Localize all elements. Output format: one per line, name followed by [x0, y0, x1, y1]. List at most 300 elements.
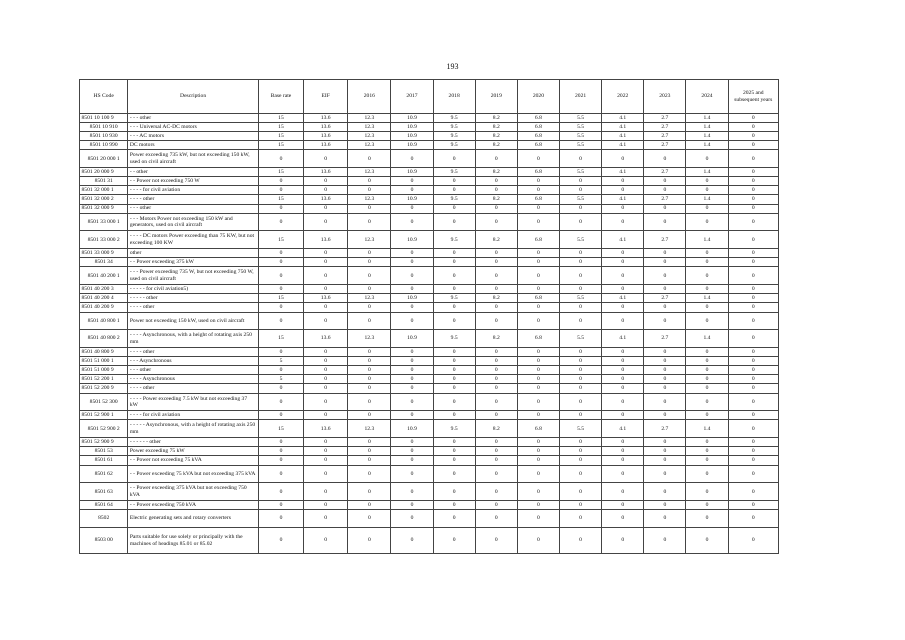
rate-cell: 0 — [560, 186, 602, 195]
rate-cell: 0 — [602, 447, 644, 456]
rate-cell: 8.2 — [475, 195, 517, 204]
rate-cell: 0 — [348, 312, 391, 330]
rate-cell: 9.5 — [433, 132, 475, 141]
rate-cell: 0 — [602, 528, 644, 554]
rate-cell: 10.9 — [391, 420, 433, 438]
table-body — [80, 114, 779, 554]
description-cell: - - - - for civil aviation — [128, 411, 259, 420]
rate-cell: 0 — [475, 357, 517, 366]
rate-cell: 0 — [433, 204, 475, 213]
rate-cell: 0 — [348, 303, 391, 312]
rate-cell: 10.9 — [391, 294, 433, 303]
rate-cell: 0 — [258, 303, 303, 312]
rate-cell: 0 — [644, 528, 686, 554]
rate-cell: 0 — [686, 510, 728, 528]
rate-cell: 13.6 — [304, 420, 348, 438]
rate-cell: 0 — [686, 177, 728, 186]
hs-code-cell: 8501 20 000 9 — [80, 168, 128, 177]
rate-cell: 0 — [304, 465, 348, 483]
column-header: 2022 — [602, 80, 644, 114]
rate-cell: 0 — [602, 204, 644, 213]
rate-cell: 4.1 — [602, 231, 644, 249]
column-header: 2017 — [391, 80, 433, 114]
hs-code-cell: 8502 — [80, 510, 128, 528]
table-row — [80, 510, 779, 528]
rate-cell: 9.5 — [433, 420, 475, 438]
rate-cell: 2.7 — [644, 123, 686, 132]
rate-cell: 0 — [391, 150, 433, 168]
rate-cell: 0 — [475, 249, 517, 258]
rate-cell: 0 — [602, 150, 644, 168]
description-cell: - - - - other — [128, 348, 259, 357]
rate-cell: 4.1 — [602, 294, 644, 303]
rate-cell: 0 — [391, 348, 433, 357]
table-row — [80, 465, 779, 483]
rate-cell: 0 — [348, 447, 391, 456]
rate-cell: 0 — [686, 366, 728, 375]
rate-cell: 4.1 — [602, 141, 644, 150]
rate-cell: 12.3 — [348, 231, 391, 249]
rate-cell: 0 — [391, 213, 433, 231]
rate-cell: 0 — [304, 285, 348, 294]
rate-cell: 0 — [391, 312, 433, 330]
rate-cell: 0 — [391, 258, 433, 267]
rate-cell: 0 — [728, 411, 778, 420]
rate-cell: 0 — [602, 186, 644, 195]
rate-cell: 0 — [728, 213, 778, 231]
description-cell: - - - - - - other — [128, 438, 259, 447]
hs-code-cell: 8501 52 900 9 — [80, 438, 128, 447]
rate-cell: 0 — [560, 528, 602, 554]
rate-cell: 0 — [391, 456, 433, 465]
rate-cell: 1.4 — [686, 123, 728, 132]
table-row — [80, 501, 779, 510]
rate-cell: 0 — [433, 150, 475, 168]
rate-cell: 2.7 — [644, 195, 686, 204]
rate-cell: 0 — [728, 267, 778, 285]
rate-cell: 0 — [348, 267, 391, 285]
rate-cell: 5 — [258, 375, 303, 384]
rate-cell: 0 — [258, 447, 303, 456]
rate-cell: 0 — [304, 411, 348, 420]
rate-cell: 0 — [517, 393, 559, 411]
table-row — [80, 231, 779, 249]
rate-cell: 0 — [560, 375, 602, 384]
rate-cell: 0 — [391, 438, 433, 447]
rate-cell: 0 — [348, 393, 391, 411]
rate-cell: 0 — [728, 330, 778, 348]
rate-cell: 0 — [304, 258, 348, 267]
rate-cell: 0 — [348, 483, 391, 501]
rate-cell: 0 — [304, 186, 348, 195]
rate-cell: 0 — [728, 294, 778, 303]
rate-cell: 6.8 — [517, 195, 559, 204]
rate-cell: 0 — [517, 348, 559, 357]
rate-cell: 8.2 — [475, 123, 517, 132]
rate-cell: 13.6 — [304, 141, 348, 150]
hs-code-cell: 8501 31 — [80, 177, 128, 186]
rate-cell: 0 — [728, 204, 778, 213]
rate-cell: 5.5 — [560, 195, 602, 204]
rate-cell: 0 — [391, 267, 433, 285]
rate-cell: 0 — [686, 375, 728, 384]
rate-cell: 0 — [304, 375, 348, 384]
table-row — [80, 447, 779, 456]
rate-cell: 0 — [258, 258, 303, 267]
table-row — [80, 528, 779, 554]
rate-cell: 0 — [258, 366, 303, 375]
table-row — [80, 375, 779, 384]
page-number: 193 — [446, 62, 459, 71]
rate-cell: 0 — [728, 177, 778, 186]
rate-cell: 0 — [602, 348, 644, 357]
rate-cell: 0 — [433, 393, 475, 411]
rate-cell: 0 — [602, 384, 644, 393]
rate-cell: 15 — [258, 123, 303, 132]
rate-cell: 0 — [475, 510, 517, 528]
rate-cell: 0 — [475, 447, 517, 456]
rate-cell: 0 — [348, 357, 391, 366]
hs-code-cell: 8501 10 930 — [80, 132, 128, 141]
table-row — [80, 132, 779, 141]
rate-cell: 6.8 — [517, 114, 559, 123]
rate-cell: 0 — [602, 177, 644, 186]
rate-cell: 0 — [391, 483, 433, 501]
rate-cell: 9.5 — [433, 231, 475, 249]
rate-cell: 0 — [391, 447, 433, 456]
rate-cell: 6.8 — [517, 294, 559, 303]
rate-cell: 0 — [686, 438, 728, 447]
rate-cell: 6.8 — [517, 123, 559, 132]
hs-code-cell: 8501 52 200 1 — [80, 375, 128, 384]
rate-cell: 4.1 — [602, 132, 644, 141]
rate-cell: 0 — [602, 285, 644, 294]
rate-cell: 2.7 — [644, 141, 686, 150]
rate-cell: 0 — [644, 285, 686, 294]
rate-cell: 0 — [304, 249, 348, 258]
rate-cell: 0 — [391, 384, 433, 393]
rate-cell: 9.5 — [433, 114, 475, 123]
table-row — [80, 195, 779, 204]
rate-cell: 0 — [644, 375, 686, 384]
description-cell: - - Power not exceeding 750 W — [128, 177, 259, 186]
rate-cell: 8.2 — [475, 294, 517, 303]
hs-code-cell: 8501 32 000 1 — [80, 186, 128, 195]
rate-cell: 0 — [686, 348, 728, 357]
tariff-schedule-table — [79, 79, 779, 554]
rate-cell: 0 — [560, 348, 602, 357]
rate-cell: 13.6 — [304, 294, 348, 303]
hs-code-cell: 8501 40 200 3 — [80, 285, 128, 294]
hs-code-cell: 8501 34 — [80, 258, 128, 267]
rate-cell: 1.4 — [686, 168, 728, 177]
rate-cell: 0 — [560, 456, 602, 465]
rate-cell: 0 — [475, 465, 517, 483]
hs-code-cell: 8501 64 — [80, 501, 128, 510]
rate-cell: 0 — [475, 204, 517, 213]
rate-cell: 0 — [433, 366, 475, 375]
rate-cell: 0 — [560, 204, 602, 213]
rate-cell: 0 — [560, 177, 602, 186]
rate-cell: 0 — [433, 186, 475, 195]
rate-cell: 0 — [391, 366, 433, 375]
rate-cell: 13.6 — [304, 168, 348, 177]
rate-cell: 0 — [258, 411, 303, 420]
rate-cell: 0 — [475, 348, 517, 357]
column-header: Base rate — [258, 80, 303, 114]
hs-code-cell: 8501 40 200 1 — [80, 267, 128, 285]
rate-cell: 2.7 — [644, 294, 686, 303]
rate-cell: 13.6 — [304, 330, 348, 348]
rate-cell: 0 — [602, 303, 644, 312]
rate-cell: 15 — [258, 141, 303, 150]
rate-cell: 5 — [258, 357, 303, 366]
table-row — [80, 258, 779, 267]
rate-cell: 13.6 — [304, 123, 348, 132]
rate-cell: 2.7 — [644, 330, 686, 348]
table-row — [80, 330, 779, 348]
rate-cell: 2.7 — [644, 420, 686, 438]
column-header: 2023 — [644, 80, 686, 114]
rate-cell: 0 — [602, 312, 644, 330]
rate-cell: 0 — [348, 456, 391, 465]
table-row — [80, 123, 779, 132]
rate-cell: 0 — [475, 384, 517, 393]
rate-cell: 0 — [517, 258, 559, 267]
table-row — [80, 285, 779, 294]
hs-code-cell: 8501 40 800 9 — [80, 348, 128, 357]
rate-cell: 4.1 — [602, 195, 644, 204]
rate-cell: 0 — [644, 483, 686, 501]
hs-code-cell: 8503 00 — [80, 528, 128, 554]
rate-cell: 0 — [517, 249, 559, 258]
hs-code-cell: 8501 52 900 1 — [80, 411, 128, 420]
description-cell: - - - - - Asynchronous, with a height of rotating axis 250 mm — [128, 420, 259, 438]
rate-cell: 0 — [686, 258, 728, 267]
rate-cell: 0 — [602, 510, 644, 528]
rate-cell: 0 — [728, 186, 778, 195]
rate-cell: 8.2 — [475, 420, 517, 438]
rate-cell: 0 — [517, 213, 559, 231]
rate-cell: 0 — [602, 501, 644, 510]
rate-cell: 0 — [644, 258, 686, 267]
rate-cell: 0 — [475, 213, 517, 231]
rate-cell: 0 — [686, 411, 728, 420]
rate-cell: 1.4 — [686, 141, 728, 150]
rate-cell: 0 — [517, 285, 559, 294]
rate-cell: 0 — [728, 123, 778, 132]
rate-cell: 0 — [433, 285, 475, 294]
rate-cell: 0 — [517, 204, 559, 213]
rate-cell: 0 — [304, 528, 348, 554]
rate-cell: 10.9 — [391, 168, 433, 177]
rate-cell: 0 — [517, 366, 559, 375]
description-cell: - - - Asynchronous — [128, 357, 259, 366]
rate-cell: 0 — [304, 438, 348, 447]
rate-cell: 0 — [475, 501, 517, 510]
rate-cell: 0 — [391, 285, 433, 294]
description-cell: - - - Power exceeding 735 W, but not exceeding 750 W, used on civil aircraft — [128, 267, 259, 285]
rate-cell: 0 — [560, 249, 602, 258]
rate-cell: 10.9 — [391, 330, 433, 348]
rate-cell: 0 — [560, 312, 602, 330]
rate-cell: 9.5 — [433, 330, 475, 348]
rate-cell: 0 — [686, 213, 728, 231]
column-header: 2025 and subsequent years — [728, 80, 778, 114]
rate-cell: 0 — [258, 312, 303, 330]
rate-cell: 0 — [258, 456, 303, 465]
rate-cell: 13.6 — [304, 195, 348, 204]
rate-cell: 0 — [560, 510, 602, 528]
rate-cell: 0 — [475, 438, 517, 447]
rate-cell: 0 — [644, 186, 686, 195]
rate-cell: 0 — [560, 303, 602, 312]
rate-cell: 0 — [433, 456, 475, 465]
rate-cell: 0 — [304, 177, 348, 186]
rate-cell: 0 — [475, 483, 517, 501]
rate-cell: 12.3 — [348, 168, 391, 177]
rate-cell: 0 — [728, 303, 778, 312]
rate-cell: 0 — [304, 213, 348, 231]
rate-cell: 1.4 — [686, 420, 728, 438]
rate-cell: 0 — [304, 366, 348, 375]
rate-cell: 0 — [644, 456, 686, 465]
hs-code-cell: 8501 53 — [80, 447, 128, 456]
rate-cell: 0 — [517, 186, 559, 195]
rate-cell: 0 — [433, 501, 475, 510]
rate-cell: 0 — [728, 501, 778, 510]
rate-cell: 0 — [560, 258, 602, 267]
rate-cell: 0 — [728, 258, 778, 267]
rate-cell: 9.5 — [433, 141, 475, 150]
rate-cell: 0 — [348, 258, 391, 267]
rate-cell: 0 — [728, 447, 778, 456]
description-cell: Power not exceeding 150 kW, used on civil aircraft — [128, 312, 259, 330]
rate-cell: 12.3 — [348, 420, 391, 438]
table-row — [80, 438, 779, 447]
rate-cell: 13.6 — [304, 132, 348, 141]
rate-cell: 0 — [728, 195, 778, 204]
rate-cell: 6.8 — [517, 330, 559, 348]
rate-cell: 0 — [560, 438, 602, 447]
rate-cell: 15 — [258, 420, 303, 438]
rate-cell: 0 — [258, 204, 303, 213]
hs-code-cell: 8501 52 300 — [80, 393, 128, 411]
table-row — [80, 150, 779, 168]
rate-cell: 12.3 — [348, 330, 391, 348]
rate-cell: 2.7 — [644, 132, 686, 141]
rate-cell: 0 — [304, 510, 348, 528]
hs-code-cell: 8501 10 910 — [80, 123, 128, 132]
rate-cell: 0 — [304, 483, 348, 501]
description-cell: - - - other — [128, 204, 259, 213]
rate-cell: 0 — [304, 501, 348, 510]
rate-cell: 0 — [258, 348, 303, 357]
rate-cell: 0 — [728, 168, 778, 177]
table-row — [80, 204, 779, 213]
rate-cell: 4.1 — [602, 168, 644, 177]
rate-cell: 0 — [728, 141, 778, 150]
rate-cell: 0 — [686, 150, 728, 168]
table-row — [80, 186, 779, 195]
rate-cell: 0 — [475, 258, 517, 267]
rate-cell: 0 — [644, 204, 686, 213]
table-row — [80, 384, 779, 393]
rate-cell: 0 — [304, 267, 348, 285]
rate-cell: 10.9 — [391, 132, 433, 141]
rate-cell: 0 — [602, 249, 644, 258]
rate-cell: 15 — [258, 114, 303, 123]
rate-cell: 0 — [258, 501, 303, 510]
rate-cell: 6.8 — [517, 132, 559, 141]
rate-cell: 0 — [304, 393, 348, 411]
rate-cell: 0 — [304, 384, 348, 393]
rate-cell: 10.9 — [391, 141, 433, 150]
rate-cell: 0 — [258, 510, 303, 528]
hs-code-cell: 8501 33 000 1 — [80, 213, 128, 231]
rate-cell: 2.7 — [644, 231, 686, 249]
rate-cell: 0 — [602, 411, 644, 420]
rate-cell: 2.7 — [644, 114, 686, 123]
rate-cell: 0 — [602, 393, 644, 411]
rate-cell: 0 — [391, 528, 433, 554]
rate-cell: 0 — [517, 438, 559, 447]
rate-cell: 0 — [348, 384, 391, 393]
rate-cell: 0 — [644, 510, 686, 528]
description-cell: - - - - Asynchronous — [128, 375, 259, 384]
rate-cell: 6.8 — [517, 141, 559, 150]
rate-cell: 0 — [517, 510, 559, 528]
rate-cell: 8.2 — [475, 141, 517, 150]
rate-cell: 0 — [728, 465, 778, 483]
rate-cell: 0 — [391, 249, 433, 258]
description-cell: - - - other — [128, 366, 259, 375]
hs-code-cell: 8501 33 000 9 — [80, 249, 128, 258]
rate-cell: 4.1 — [602, 123, 644, 132]
table-row — [80, 303, 779, 312]
rate-cell: 0 — [560, 393, 602, 411]
table-row — [80, 420, 779, 438]
rate-cell: 0 — [475, 366, 517, 375]
rate-cell: 8.2 — [475, 168, 517, 177]
rate-cell: 5.5 — [560, 330, 602, 348]
rate-cell: 1.4 — [686, 330, 728, 348]
rate-cell: 0 — [348, 465, 391, 483]
rate-cell: 15 — [258, 168, 303, 177]
rate-cell: 0 — [728, 384, 778, 393]
rate-cell: 0 — [517, 456, 559, 465]
rate-cell: 0 — [517, 312, 559, 330]
hs-code-cell: 8501 40 800 1 — [80, 312, 128, 330]
rate-cell: 0 — [304, 312, 348, 330]
rate-cell: 8.2 — [475, 132, 517, 141]
rate-cell: 0 — [475, 267, 517, 285]
rate-cell: 0 — [644, 150, 686, 168]
rate-cell: 0 — [602, 483, 644, 501]
rate-cell: 0 — [304, 150, 348, 168]
rate-cell: 0 — [602, 366, 644, 375]
rate-cell: 8.2 — [475, 330, 517, 348]
rate-cell: 0 — [560, 384, 602, 393]
rate-cell: 0 — [391, 501, 433, 510]
header-row — [80, 80, 779, 114]
rate-cell: 0 — [517, 267, 559, 285]
rate-cell: 6.8 — [517, 231, 559, 249]
description-cell: - - - - - for civil aviation5) — [128, 285, 259, 294]
hs-code-cell: 8501 33 000 2 — [80, 231, 128, 249]
rate-cell: 2.7 — [644, 168, 686, 177]
table-row — [80, 357, 779, 366]
